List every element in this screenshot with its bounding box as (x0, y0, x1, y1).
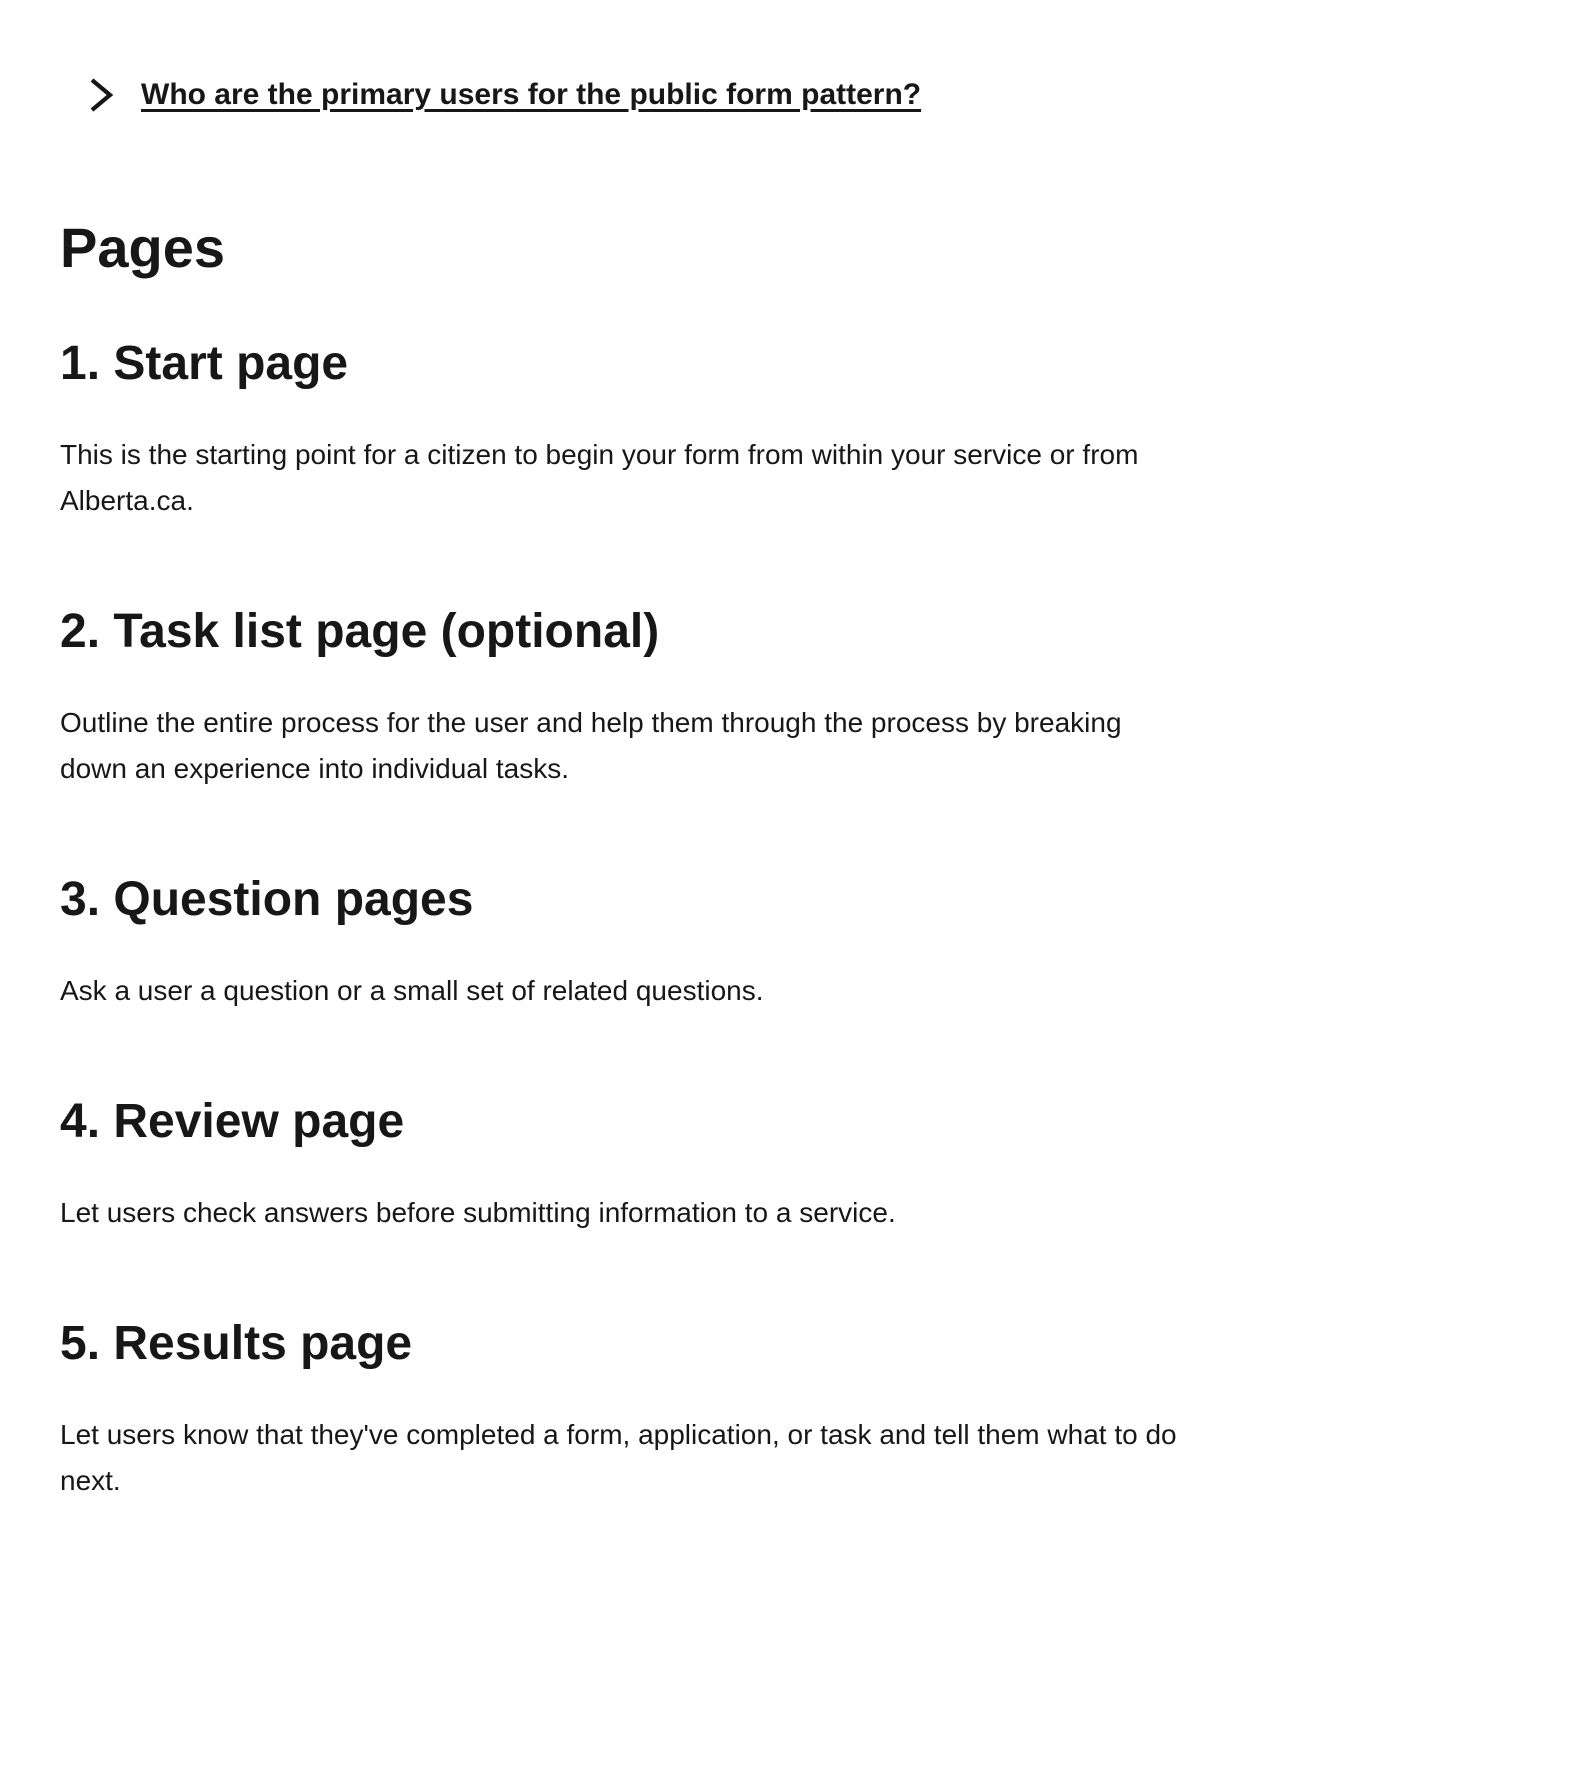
section-body-results-page: Let users know that they've completed a form, application, or task and tell them what to do next. (60, 1419, 1177, 1496)
details-summary-link[interactable]: Who are the primary users for the public form pattern? (141, 78, 922, 111)
page-title: Pages (60, 216, 225, 279)
section-review-page (60, 1094, 1536, 1236)
section-results-page (60, 1316, 1536, 1504)
section-heading-review-page: 4. Review page (60, 1095, 405, 1148)
section-start-page (60, 336, 1536, 524)
section-body-review-page: Let users check answers before submitting information to a service. (60, 1197, 896, 1228)
section-heading-question-pages: 3. Question pages (60, 873, 474, 926)
section-heading-start-page: 1. Start page (60, 337, 349, 390)
section-body-task-list-page: Outline the entire process for the user and help them through the process by breaking down an experience into individual tasks. (60, 707, 1122, 784)
section-task-list-page (60, 604, 1536, 792)
section-body-start-page: This is the starting point for a citizen to begin your form from within your service or from Alberta.ca. (60, 439, 1139, 516)
chevron-right-icon (85, 76, 115, 114)
details-accordion-collapsed[interactable] (85, 76, 1536, 114)
section-heading-results-page: 5. Results page (60, 1317, 413, 1370)
section-question-pages (60, 872, 1536, 1014)
section-heading-task-list-page: 2. Task list page (optional) (60, 605, 660, 658)
section-body-question-pages: Ask a user a question or a small set of related questions. (60, 975, 764, 1006)
